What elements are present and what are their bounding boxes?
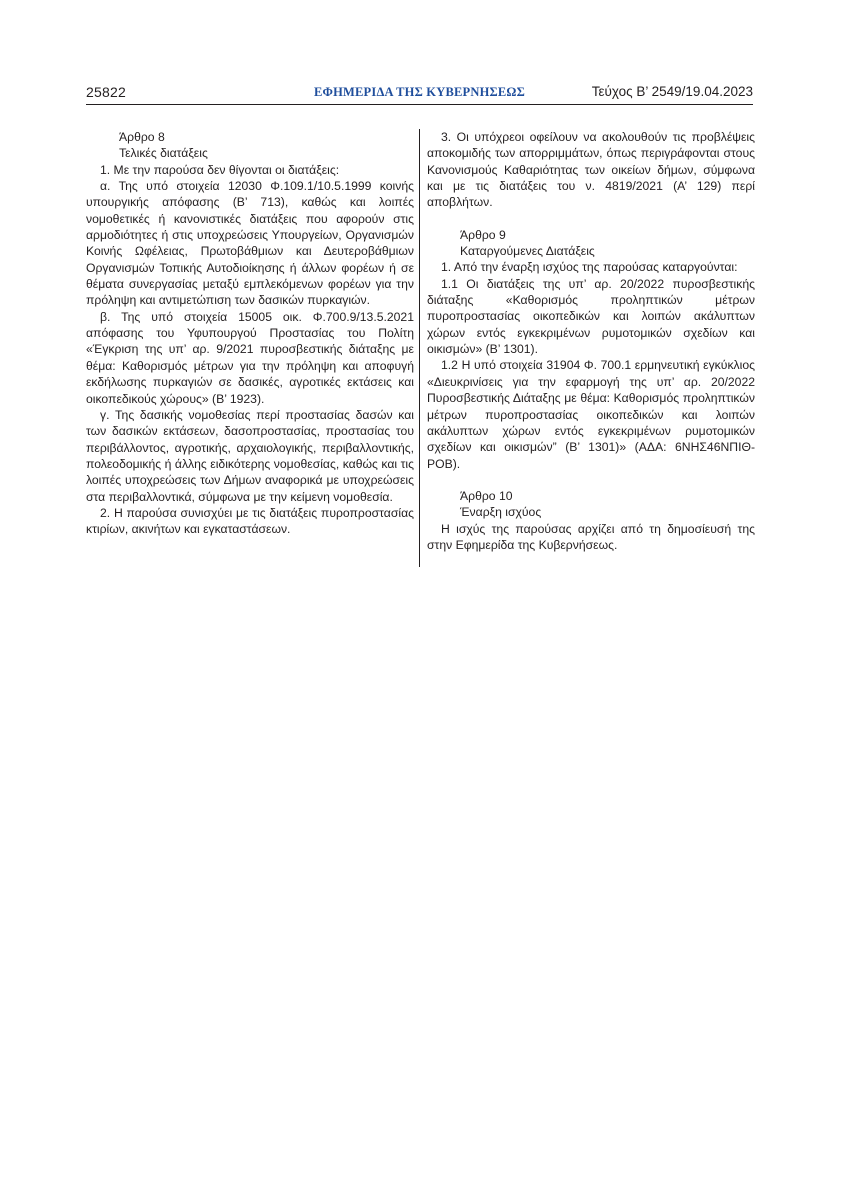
article-9-subtitle: Καταργούμενες Διατάξεις [460,244,595,259]
paragraph-3: 3. Οι υπόχρεοι οφείλουν να ακολουθούν τις προβλέψεις αποκομιδής των απορριμμάτων, όπως περιγράφονται στους Κανονισμούς Καθαριότητας των οικείων δήμων, σύμφωνα και με τις διατάξεις του ν. 4819/2021 (Α’ 129) περί αποβλήτων. [427,130,755,210]
article-10-subtitle: Έναρξη ισχύος [460,505,542,520]
page-header [86,84,753,104]
journal-title: ΕΦΗΜΕΡΙΔΑ ΤΗΣ ΚΥΒΕΡΝΗΣΕΩΣ [314,85,525,99]
article-9-paragraph-1-1: 1.1 Οι διατάξεις της υπ’ αρ. 20/2022 πυροσβεστικής διάταξης «Καθορισμός προληπτικών μέτρων πυροπροστασίας οικοπεδικών και λοιπών ακάλυπτων χώρων εντός εγκεκριμένων ρυμοτομικών σχεδίων και οικισμών» (Β’ 1301). [427,276,755,357]
issue-number: Τεύχος Β’ 2549/19.04.2023 [591,84,753,99]
right-column [427,129,755,553]
paragraph-1: 1. Με την παρούσα δεν θίγονται οι διατάξεις: [100,162,340,177]
header-rule [86,104,753,105]
spacer [427,211,755,227]
article-9-title: Άρθρο 9 [460,227,506,242]
paragraph-2: 2. Η παρούσα συνισχύει με τις διατάξεις πυροπροστασίας κτιρίων, ακινήτων και εγκαταστάσεων. [86,505,414,537]
article-8-subtitle: Τελικές διατάξεις [119,146,208,161]
article-9-paragraph-1: 1. Από την έναρξη ισχύος της παρούσας καταργούνται: [441,260,738,275]
article-8-title: Άρθρο 8 [119,130,165,144]
paragraph-1c: γ. Της δασικής νομοθεσίας περί προστασίας δασών και των δασικών εκτάσεων, δασοπροστασίας, προστασίας του περιβάλλοντος, αγροτικής, αρχαιολογικής, περιβαλλοντικής, πολεοδομικής ή άλλης ειδικότερης νομοθεσίας, καθώς και τις λοιπές υποχρεώσεις των Δήμων αναφορικά με υποχρεώσεις στα περιβαλλοντικά, σύμφωνα με την κείμενη νομοθεσία. [86,407,414,504]
page-number: 25822 [86,84,126,100]
column-divider [419,129,420,567]
paragraph-1a: α. Της υπό στοιχεία 12030 Φ.109.1/10.5.1999 κοινής υπουργικής απόφασης (Β’ 713), καθώς και λοιπές νομοθετικές ή κανονιστικές διατάξεις που αφορούν στις αρμοδιότητες ή στις υποχρεώσεις Υπουργείων, Οργανισμών Κοινής Ωφέλειας, Πρωτοβάθμιων και Δευτεροβάθμιων Οργανισμών Τοπικής Αυτοδιοίκησης ή άλλων φορέων ή σε θέματα συνεργασίας μεταξύ εμπλεκόμενων φορέων για την πρόληψη και αντιμετώπιση των δασικών πυρκαγιών. [86,179,414,308]
article-10-title: Άρθρο 10 [460,488,513,503]
spacer [427,472,755,488]
paragraph-1b: β. Της υπό στοιχεία 15005 οικ. Φ.700.9/13.5.2021 απόφασης του Υφυπουργού Προστασίας του Πολίτη «Έγκριση της υπ’ αρ. 9/2021 πυροσβεστικής διάταξης με θέμα: Καθορισμός μέτρων για την πρόληψη και αποφυγή εκδήλωσης πυρκαγιών σε δασικές, αγροτικές εκτάσεις και οικοπεδικούς χώρους» (Β’ 1923). [86,309,414,406]
article-10-paragraph: Η ισχύς της παρούσας αρχίζει από τη δημοσίευσή της στην Εφημερίδα της Κυβερνήσεως. [427,521,755,552]
article-9-paragraph-1-2: 1.2 Η υπό στοιχεία 31904 Φ. 700.1 ερμηνευτική εγκύκλιος «Διευκρινίσεις για την εφαρμογή της υπ’ αρ. 20/2022 Πυροσβεστικής Διάταξης με θέμα: Καθορισμός προληπτικών μέτρων πυροπροστασίας οικοπεδικών και λοιπών ακάλυπτων χώρων εντός εγκεκριμένων ρυμοτομικών σχεδίων και οικισμών” (Β’ 1301)» (ΑΔΑ: 6ΝΗΣ46ΝΠΙΘ-ΡΟΒ). [427,358,755,471]
left-column [86,129,414,538]
